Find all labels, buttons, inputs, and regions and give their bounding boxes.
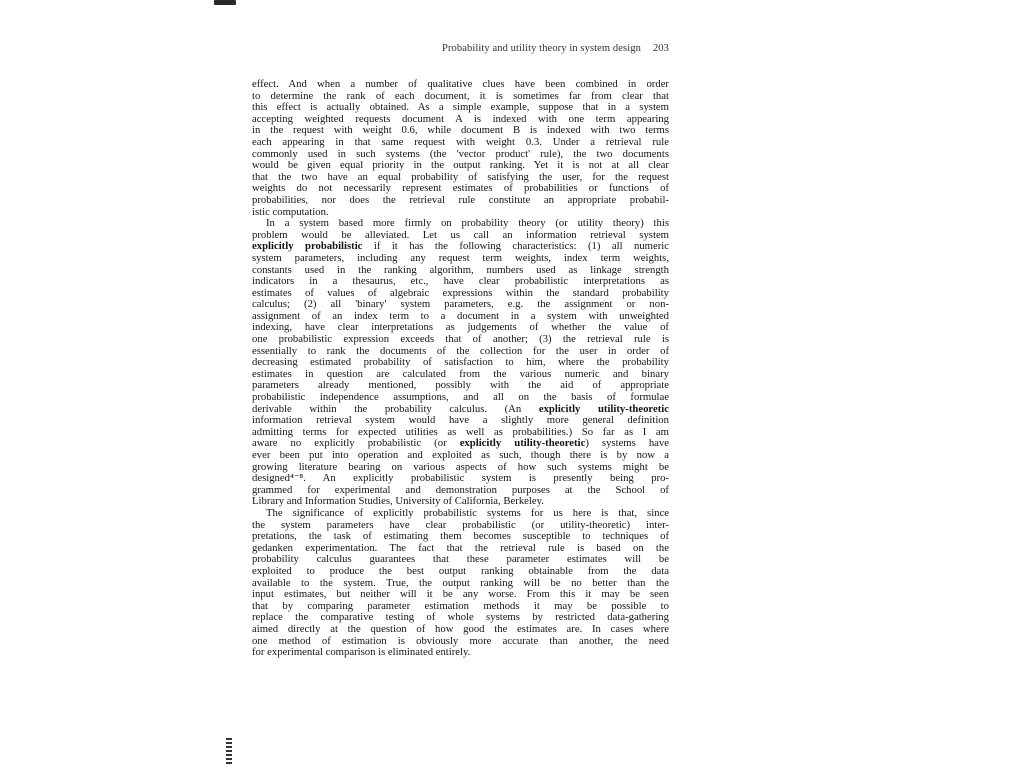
text-line: the system parameters have clear probabilistic (or utility-theoretic) inter- bbox=[252, 519, 669, 531]
text-line: In a system based more firmly on probability theory (or utility theory) this bbox=[266, 218, 669, 230]
text-line: pretations, the task of estimating them becomes susceptible to techniques of bbox=[252, 531, 669, 543]
text-line: replace the comparative testing of whole systems by restricted data-gathering bbox=[252, 612, 669, 624]
text-line: growing literature bearing on various aspects of how such systems might be bbox=[252, 461, 669, 473]
text-line: probabilities, nor does the retrieval rule constitute an appropriate probabil- bbox=[252, 194, 669, 206]
text-line: parameters already mentioned, possibly with the aid of appropriate bbox=[252, 380, 669, 392]
text-line: each appearing in that same request with weight 0.3. Under a retrieval rule bbox=[252, 136, 669, 148]
text-line: constants used in the ranking algorithm, numbers used as linkage strength bbox=[252, 264, 669, 276]
text-line: available to the system. True, the output ranking will be no better than the bbox=[252, 577, 669, 589]
scan-artifact-bottom bbox=[226, 738, 232, 764]
text-line: The significance of explicitly probabilistic systems for us here is that, since bbox=[266, 507, 669, 519]
text-line: indexing, have clear interpretations as judgements of whether the value of bbox=[252, 322, 669, 334]
text-line: ever been put into operation and exploited as such, though there is by now a bbox=[252, 450, 669, 461]
text-line: aware no explicitly probabilistic (or explicitly utility-theoretic) systems have bbox=[252, 438, 669, 450]
text-line: explicitly probabilistic if it has the following characteristics: (1) all numeric bbox=[252, 241, 669, 253]
text-line: aimed directly at the question of how good the estimates are. In cases where bbox=[252, 623, 669, 635]
text-line: effect. And when a number of qualitative clues have been combined in order bbox=[252, 79, 669, 90]
text-line: grammed for experimental and demonstration purposes at the School of bbox=[252, 484, 669, 496]
running-head-title: Probability and utility theory in system design bbox=[442, 43, 641, 54]
text-line: essentially to rank the documents of the collection for the user in order of bbox=[252, 345, 669, 357]
text-line: estimates of values of algebraic expressions within the standard probability bbox=[252, 287, 669, 299]
text-line: weights do not necessarily represent estimates of probabilities or functions of bbox=[252, 183, 669, 195]
text-line: probabilistic independence assumptions, and all on the basis of formulae bbox=[252, 392, 669, 404]
text-line: designed⁴⁻⁸. An explicitly probabilistic system is presently being pro- bbox=[252, 473, 669, 485]
page-number: 203 bbox=[652, 43, 669, 54]
text-line: problem would be alleviated. Let us call an information retrieval system bbox=[252, 229, 669, 241]
text-line: accepting weighted requests document A is indexed with one term appearing bbox=[252, 113, 669, 125]
text-line: commonly used in such systems (the 'vector product' rule), the two documents bbox=[252, 148, 669, 160]
text-line: Library and Information Studies, University of California, Berkeley. bbox=[252, 496, 544, 508]
text-line: estimates in question are calculated from the various numeric and binary bbox=[252, 368, 669, 380]
running-head bbox=[252, 43, 669, 54]
text-line: would be given equal priority in the output ranking. Yet it is not at all clear bbox=[252, 160, 669, 172]
text-line: one probabilistic expression exceeds that of another; (3) the retrieval rule is bbox=[252, 334, 669, 346]
text-line: gedanken experimentation. The fact that the retrieval rule is based on the bbox=[252, 542, 669, 554]
text-line: decreasing estimated probability of satisfaction to him, where the probability bbox=[252, 357, 669, 369]
text-line: one method of estimation is obviously more accurate than another, the need bbox=[252, 635, 669, 647]
text-line: admitting terms for expected utilities as well as probabilities.) So far as I am bbox=[252, 426, 669, 438]
text-line: to determine the rank of each document, it is sometimes far from clear that bbox=[252, 90, 669, 102]
text-line: assignment of an index term to a document in a system with unweighted bbox=[252, 310, 669, 322]
text-line: information retrieval system would have a slightly more general definition bbox=[252, 415, 669, 427]
text-line: that by comparing parameter estimation methods it may be possible to bbox=[252, 600, 669, 612]
text-line: derivable within the probability calculus. (An explicitly utility-theoretic bbox=[252, 403, 669, 415]
text-line: in the request with weight 0.6, while document B is indexed with two terms bbox=[252, 125, 669, 137]
text-line: that the two have an equal probability of satisfying the user, for the request bbox=[252, 171, 669, 183]
scan-artifact-top bbox=[214, 0, 236, 5]
text-line: indicators in a thesaurus, etc., have clear probabilistic interpretations as bbox=[252, 276, 669, 288]
text-line: system parameters, including any request term weights, index term weights, bbox=[252, 252, 669, 264]
text-line: calculus; (2) all 'binary' system parameters, e.g. the assignment or non- bbox=[252, 299, 669, 311]
text-line: istic computation. bbox=[252, 206, 329, 218]
text-line: probability calculus guarantees that these parameter estimates will be bbox=[252, 554, 669, 566]
text-line: exploited to produce the best output ranking obtainable from the data bbox=[252, 565, 669, 577]
text-line: this effect is actually obtained. As a simple example, suppose that in a system bbox=[252, 102, 669, 114]
text-line: for experimental comparison is eliminated entirely. bbox=[252, 647, 471, 659]
body-text bbox=[252, 79, 669, 659]
text-line: input estimates, but neither will it be any worse. From this it may be seen bbox=[252, 589, 669, 601]
